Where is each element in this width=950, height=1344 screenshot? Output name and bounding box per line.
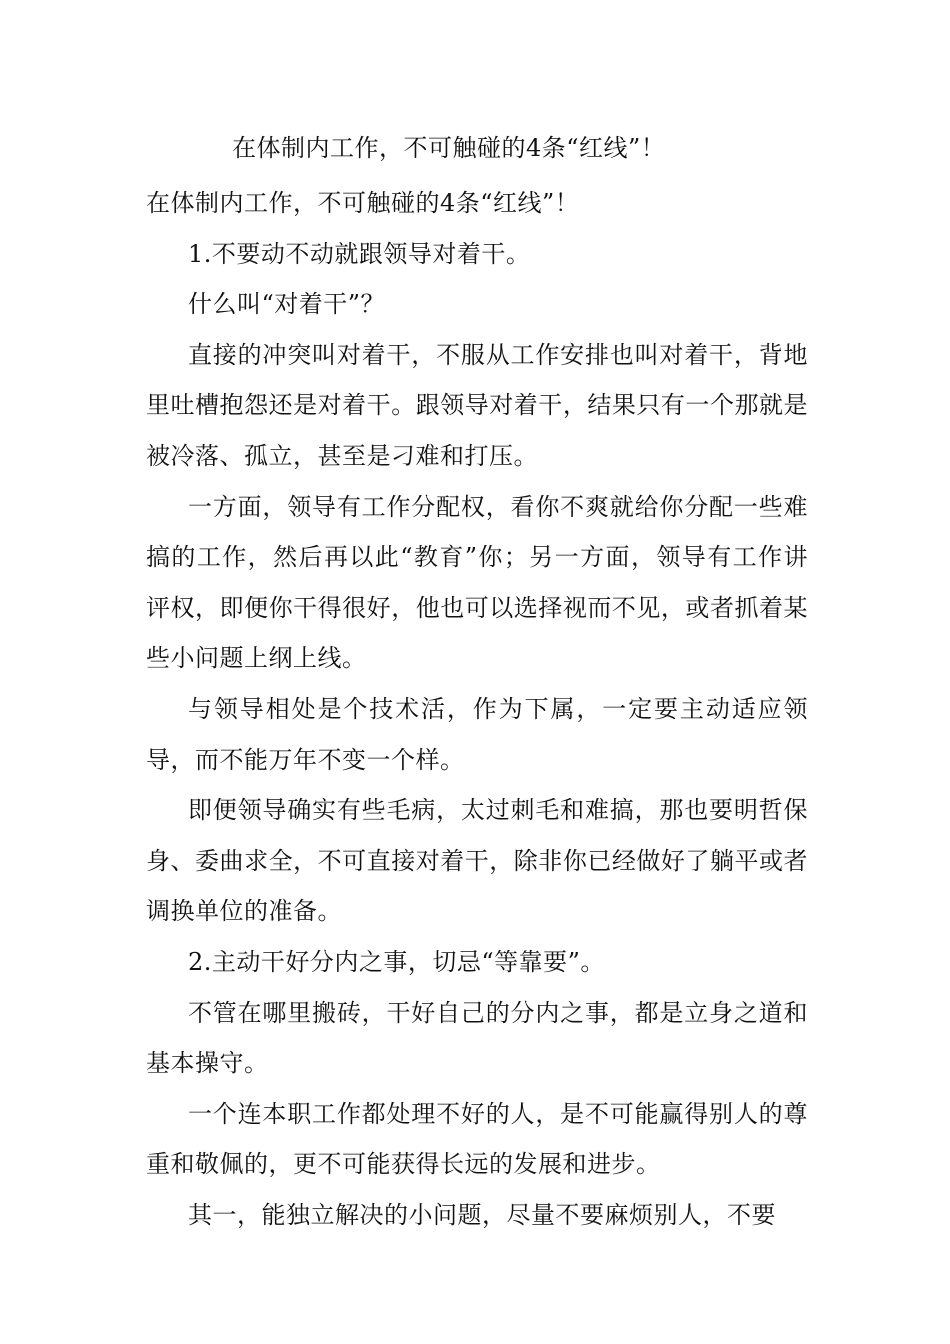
paragraph: 其一，能独立解决的小问题，尽量不要麻烦别人，不要 xyxy=(188,1200,776,1229)
paragraph: 直接的冲突叫对着干，不服从工作安排也叫对着干，背地里吐槽抱怨还是对着干。跟领导对着干，结果只有一个那就是被冷落、孤立，甚至是刁难和打压。 xyxy=(146,340,808,470)
paragraph-section-1-heading: 1.不要动不动就跟领导对着干。 xyxy=(188,239,531,268)
document-title: 在体制内工作，不可触碰的4条“红线”！ xyxy=(232,134,666,162)
paragraph-section-2-heading: 2.主动干好分内之事，切忌“等靠要”。 xyxy=(188,947,605,976)
paragraph-heading: 在体制内工作，不可触碰的4条“红线”！ xyxy=(146,189,580,217)
paragraph: 与领导相处是个技术活，作为下属，一定要主动适应领导，而不能万年不变一个样。 xyxy=(146,694,808,774)
paragraph: 不管在哪里搬砖，干好自己的分内之事，都是立身之道和基本操守。 xyxy=(146,998,808,1078)
paragraph: 什么叫“对着干”？ xyxy=(188,290,386,319)
paragraph: 一个连本职工作都处理不好的人，是不可能赢得别人的尊重和敬佩的，更不可能获得长远的发展和进步。 xyxy=(146,1099,808,1179)
paragraph: 一方面，领导有工作分配权，看你不爽就给你分配一些难搞的工作，然后再以此“教育”你；另一方面，领导有工作讲评权，即便你干得很好，他也可以选择视而不见，或者抓着某些小问题上纲上线。 xyxy=(146,492,808,673)
paragraph: 即便领导确实有些毛病，太过刺毛和难搞，那也要明哲保身、委曲求全，不可直接对着干，除非你已经做好了躺平或者调换单位的准备。 xyxy=(146,796,808,926)
document-body xyxy=(146,178,808,1240)
